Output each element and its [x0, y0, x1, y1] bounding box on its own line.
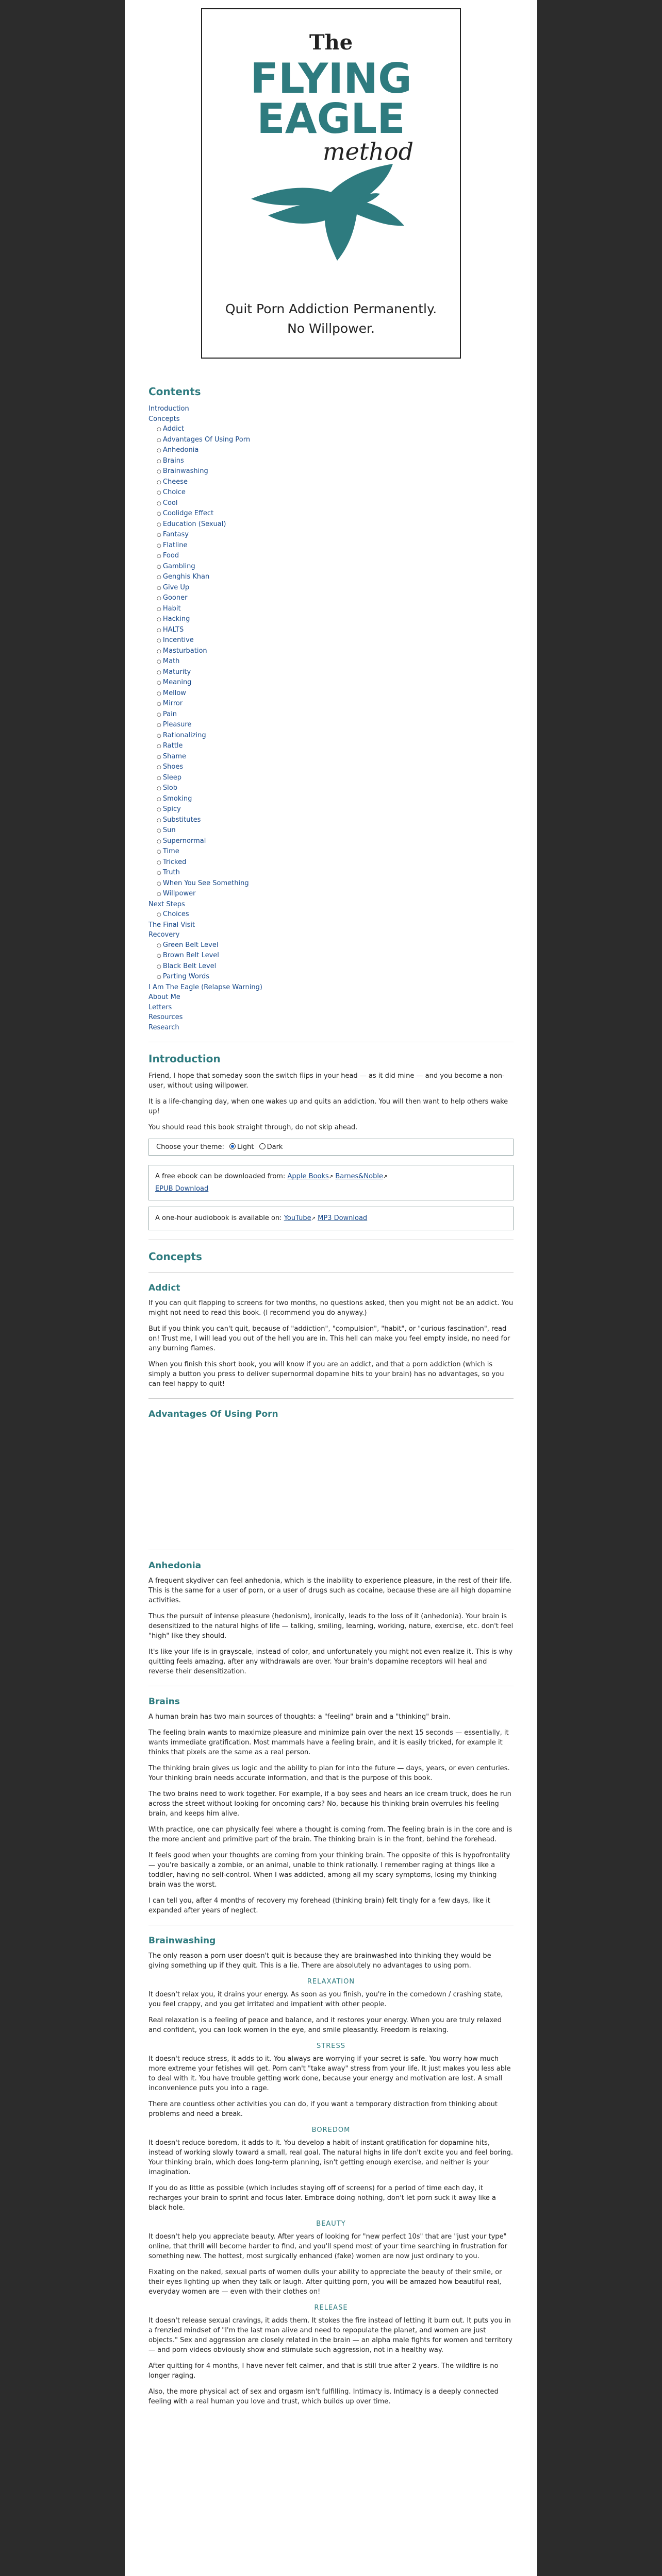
toc-item: [148, 992, 514, 1003]
paragraph: You should read this book straight through, do not skip ahead.: [148, 1124, 358, 1131]
toc-item: [148, 920, 514, 930]
toc-sublink[interactable]: When You See Something: [162, 879, 249, 887]
paragraph: A human brain has two main sources of thoughts: a "feeling" brain and a "thinking" brain.: [148, 1713, 451, 1721]
toc-subitem: [157, 509, 514, 519]
toc-subitem: [157, 487, 514, 498]
book-cover: [201, 8, 461, 359]
toc-sublink[interactable]: Education (Sexual): [162, 520, 226, 528]
toc-link[interactable]: Letters: [148, 1003, 172, 1011]
section-brains: [148, 1697, 514, 1916]
toc-sublink[interactable]: Flatline: [162, 541, 188, 549]
toc-sublink[interactable]: Fantasy: [162, 531, 189, 538]
toc-sublink[interactable]: Masturbation: [162, 647, 207, 655]
paragraph: It doesn't reduce boredom, it adds to it. You develop a habit of instant gratification for dopamine hits, instead of working slowly toward a small, real goal. The natural highs in life don't excite you and feel boring. Your thinking brain, which does long-term planning, isn't getting enough exercise, and neither is your imagination.: [148, 2139, 514, 2176]
paragraph: There are countless other activities you can do, if you want a temporary distraction from thinking about problems and need a break.: [148, 2100, 498, 2118]
paragraph: The two brains need to work together. For example, if a boy sees and hears an ice cream truck, does he run across the street without looking for oncoming cars? No, because his thinking brain overrules his feeling brain, and keeps him alive.: [148, 1790, 511, 1818]
theme-light-radio[interactable]: [229, 1143, 236, 1149]
cover-title-method: method: [322, 138, 414, 165]
paragraph: Thus the pursuit of intense pleasure (hedonism), ironically, leads to the loss of it (anhedonia). Your brain is desensitized to the natural highs of life — talking, smiling, learning, working, nature, exercise, etc. don't feel "high" like they should.: [148, 1613, 514, 1640]
toc-sublink[interactable]: Genghis Khan: [162, 573, 210, 581]
audiobook-line: [155, 1213, 507, 1224]
youtube-link[interactable]: YouTube: [284, 1214, 311, 1222]
toc-subitem: [157, 530, 514, 540]
toc-subitem: [157, 656, 514, 667]
toc-subitem: [157, 940, 514, 951]
paragraph: With practice, one can physically feel where a thought is coming from. The feeling brain is in the core and is the more ancient and primitive part of the brain. The thinking brain is in the front, behind the forehead.: [148, 1826, 512, 1843]
subheading-relaxation: RELAXATION: [307, 1978, 355, 1986]
ebook-text: A free ebook can be downloaded from:: [155, 1173, 286, 1180]
toc-sublink[interactable]: Cool: [162, 499, 178, 507]
divider: [148, 1398, 514, 1399]
toc-sublink[interactable]: Shame: [162, 752, 187, 760]
section-anhedonia: [148, 1561, 514, 1676]
toc-subitem: [157, 699, 514, 709]
cover-title-the: The: [309, 30, 353, 55]
toc-subitem: [157, 551, 514, 562]
cover-subtitle-line2: No Willpower.: [287, 321, 375, 336]
paragraph: It feels good when your thoughts are coming from your thinking brain. The opposite of this is hypofrontality — you're basically a zombie, or an animal, unable to think rationally. I remember raging at things like a toddler, having no self-control. When I was addicted, among all my scary symptoms, losing my thinking brain was the worst.: [148, 1852, 510, 1889]
ebook-line: [155, 1172, 507, 1182]
toc-link[interactable]: Recovery: [148, 931, 180, 939]
toc-subitem: [157, 709, 514, 720]
toc-sublink[interactable]: Pain: [162, 710, 177, 718]
toc-subitem: [157, 667, 514, 678]
toc-sublink[interactable]: Mirror: [162, 700, 183, 707]
paragraph: It doesn't reduce stress, it adds to it. You always are worrying if your secret is safe. You worry how much more extreme your fetishes will get. Porn can't "take away" stress from your life. It just makes you less able to deal with it. You have trouble getting work done, because your energy and motivation are lost. A small inconvenience puts you into a rage.: [148, 2055, 511, 2092]
toc-sublink[interactable]: Maturity: [162, 668, 191, 676]
toc-subitem: [157, 889, 514, 900]
ebook-box: [148, 1165, 514, 1200]
subheading-release: RELEASE: [314, 2304, 348, 2312]
toc-subitem: [157, 815, 514, 826]
toc-subitem: [157, 846, 514, 857]
toc-sublink[interactable]: Green Belt Level: [162, 941, 219, 949]
theme-light-label[interactable]: Light: [237, 1143, 254, 1151]
paragraph: But if you think you can't quit, because of "addiction", "compulsion", "habit", or "curious fascination", read on! Trust me, I will lead you out of the hell you are in. This hell can make you feel empty inside, no need for any burning flames.: [148, 1325, 510, 1352]
toc-subitem: [157, 868, 514, 878]
empty-space: [148, 1425, 514, 1540]
toc-item: [148, 414, 514, 900]
toc-subitem: [157, 972, 514, 982]
cover-artwork: [202, 9, 460, 358]
toc-subitem: [157, 836, 514, 847]
theme-dark-label[interactable]: Dark: [267, 1143, 283, 1151]
paragraph: A frequent skydiver can feel anhedonia, which is the inability to experience pleasure, in the rest of their life. This is the same for a user of porn, or a user of drugs such as cocaine, because these are all high dopamine activities.: [148, 1577, 512, 1604]
toc-subitem: [157, 752, 514, 762]
toc-subitem: [157, 424, 514, 435]
toc-item: [148, 982, 514, 993]
section-heading: Advantages Of Using Porn: [148, 1409, 278, 1419]
cover-title-eagle: EAGLE: [257, 95, 405, 143]
toc-sublink[interactable]: Smoking: [162, 794, 192, 803]
toc-item: [148, 1003, 514, 1013]
toc-subitem: [157, 572, 514, 583]
toc-sublink[interactable]: Gooner: [162, 594, 188, 602]
theme-chooser: [148, 1139, 514, 1156]
toc-sublink[interactable]: Habit: [162, 604, 181, 613]
toc-subitem: [157, 562, 514, 572]
toc-sublink[interactable]: Slob: [162, 784, 177, 792]
section-addict: [148, 1283, 514, 1389]
toc-sublink[interactable]: Give Up: [162, 583, 190, 591]
toc-subitem: [157, 477, 514, 488]
section-introduction: [148, 1053, 514, 1230]
toc-item: [148, 900, 514, 920]
toc-subitem: [157, 825, 514, 836]
toc-sublink[interactable]: Tricked: [162, 858, 187, 866]
toc-item: [148, 1023, 514, 1033]
toc-sublink[interactable]: Parting Words: [162, 973, 209, 980]
paragraph: When you finish this short book, you will know if you are an addict, and that a porn addiction (which is simply a button you press to deliver supernormal dopamine hits to your brain) has no advantages, so you can feel happy to quit!: [148, 1361, 504, 1388]
toc-subitem: [157, 961, 514, 972]
paragraph: It doesn't relax you, it drains your energy. As soon as you finish, you're in the comedown / crashing state, you feel crappy, and you get irritated and impatient with other people.: [148, 1991, 503, 2008]
toc-subitem: [157, 593, 514, 604]
toc-sublink[interactable]: Advantages Of Using Porn: [162, 435, 251, 444]
paragraph: It doesn't help you appreciate beauty. After years of looking for "new perfect 10s" that are "just your type" online, that thrill will become harder to find, and you'll spend most of your time searching in frustration for something new. The hottest, most surgically enhanced (fake) women are now just ordinary to you.: [148, 2233, 507, 2260]
toc-sublink[interactable]: Rattle: [162, 742, 183, 750]
toc-sublink[interactable]: Rationalizing: [162, 731, 206, 739]
toc-subitem: [157, 625, 514, 636]
toc-subitem: [157, 456, 514, 467]
paragraph: Also, the more physical act of sex and orgasm isn't fulfilling. Intimacy is. Intimacy is a deeply connected feeling with a real human you love and trust, which builds up over time.: [148, 2388, 499, 2405]
toc-sublink[interactable]: Anhedonia: [162, 446, 199, 454]
external-link-icon: ↗: [383, 1174, 388, 1180]
section-heading: Anhedonia: [148, 1561, 202, 1571]
toc-sublink[interactable]: Incentive: [162, 636, 194, 644]
table-of-contents: [148, 385, 514, 1032]
paragraph: The thinking brain gives us logic and the ability to plan for into the future — days, years, or even centuries. Your thinking brain needs accurate information, and that is the purpose of this book.: [148, 1765, 510, 1782]
section-heading: Brainwashing: [148, 1936, 216, 1946]
toc-subitem: [157, 762, 514, 773]
theme-dark-radio[interactable]: [259, 1143, 266, 1149]
toc-sublink[interactable]: Sleep: [162, 773, 182, 782]
toc-subitem: [157, 804, 514, 815]
toc-sublink[interactable]: Food: [162, 552, 179, 560]
toc-sublink[interactable]: Sun: [162, 826, 176, 834]
toc-subitem: [157, 604, 514, 615]
epub-download-link[interactable]: EPUB Download: [155, 1185, 209, 1193]
toc-sublink[interactable]: Coolidge Effect: [162, 510, 214, 517]
toc-subitem: [157, 773, 514, 784]
paragraph: Friend, I hope that someday soon the switch flips in your head — as it did mine — and you become a non-user, without using willpower.: [148, 1072, 505, 1090]
cover-title-flying: FLYING: [250, 55, 412, 103]
toc-link[interactable]: Research: [148, 1023, 179, 1031]
toc-subitem: [157, 635, 514, 646]
toc-sublink[interactable]: HALTS: [162, 625, 184, 634]
paragraph: After quitting for 4 months, I have never felt calmer, and that is still true after 2 years. The wildfire is no longer raging.: [148, 2362, 499, 2380]
toc-item: [148, 1012, 514, 1023]
toc-subitem: [157, 677, 514, 688]
toc-item: [148, 404, 514, 414]
toc-sublink[interactable]: Meaning: [162, 679, 192, 686]
toc-subitem: [157, 466, 514, 477]
barnes-noble-link[interactable]: Barnes&Noble: [335, 1173, 384, 1180]
paragraph: Real relaxation is a feeling of peace and balance, and it restores your energy. When you are truly relaxed and confident, you can look women in the eye, and smile pleasantly. Freedom is relaxing.: [148, 2016, 502, 2034]
paragraph: If you do as little as possible (which includes staying off of screens) for a period of time each day, it recharges your brain to sprint and focus later. Embrace doing nothing, don't let porn suck it away like a black hole.: [148, 2184, 496, 2212]
toc-subitem: [157, 498, 514, 509]
toc-link[interactable]: Resources: [148, 1013, 183, 1021]
toc-subitem: [157, 741, 514, 752]
toc-sublink[interactable]: Addict: [162, 425, 184, 433]
toc-subitem: [157, 951, 514, 961]
toc-sublink[interactable]: Spicy: [162, 805, 181, 813]
toc-subitem: [157, 731, 514, 741]
section-heading: Introduction: [148, 1053, 221, 1065]
section-heading: Addict: [148, 1283, 180, 1293]
toc-subitem: [157, 909, 514, 920]
toc-sublink[interactable]: Willpower: [162, 890, 196, 897]
toc-sublink[interactable]: Truth: [162, 869, 180, 876]
toc-sublink[interactable]: Supernormal: [162, 837, 206, 845]
toc-sublink[interactable]: Hacking: [162, 615, 190, 623]
toc-subitem: [157, 445, 514, 456]
section-brainwashing: [148, 1936, 514, 2406]
toc-sublink[interactable]: Shoes: [162, 763, 184, 771]
toc-link[interactable]: Concepts: [148, 415, 180, 423]
toc-sublink[interactable]: Math: [162, 657, 180, 665]
audiobook-text: A one-hour audiobook is available on:: [155, 1214, 282, 1222]
toc-sublink[interactable]: Substitutes: [162, 816, 201, 824]
toc-link[interactable]: Introduction: [148, 405, 189, 413]
toc-subitem: [157, 583, 514, 594]
toc-list: [148, 404, 514, 1032]
paragraph: The feeling brain wants to maximize pleasure and minimize pain over the next 15 seconds — essentially, it wants immediate gratification. Most mammals have a feeling brain, and it is easily tricked, for example it thinks that pixels are the same as a real person.: [148, 1729, 509, 1756]
toc-link[interactable]: The Final Visit: [148, 921, 195, 929]
toc-sublink[interactable]: Brown Belt Level: [162, 952, 219, 959]
divider: [148, 1272, 514, 1273]
paragraph: If you can quit flapping to screens for two months, no questions asked, then you might not be an addict. You might not need to read this book. (I recommend you do anyway.): [148, 1299, 514, 1317]
toc-item: [148, 930, 514, 982]
toc-sublink[interactable]: Gambling: [162, 562, 195, 570]
toc-sublink[interactable]: Brainwashing: [162, 467, 208, 475]
external-link-icon: ↗: [311, 1216, 316, 1222]
paragraph: The only reason a porn user doesn't quit is because they are brainwashed into thinking they would be giving something up if they quit. This is a lie. There are absolutely no advantages to using porn.: [148, 1952, 491, 1970]
subheading-beauty: BEAUTY: [316, 2220, 346, 2228]
toc-sublink[interactable]: Choices: [162, 910, 189, 918]
subheading-stress: STRESS: [317, 2042, 345, 2050]
paragraph: Fixating on the naked, sexual parts of women dulls your ability to appreciate the beauty of their smile, or their eyes lighting up when they talk or laugh. After quitting porn, you will be amazed how beautiful real, everyday women are — even with their clothes on!: [148, 2268, 502, 2296]
subheading-boredom: BOREDOM: [311, 2126, 351, 2134]
toc-link[interactable]: Next Steps: [148, 900, 185, 908]
toc-subitem: [157, 878, 514, 889]
mp3-download-link[interactable]: MP3 Download: [318, 1214, 368, 1222]
toc-subitem: [157, 435, 514, 446]
toc-heading: Contents: [148, 385, 201, 398]
toc-subitem: [157, 519, 514, 530]
toc-subitem: [157, 614, 514, 625]
toc-sublink[interactable]: Black Belt Level: [162, 962, 217, 970]
toc-sublink[interactable]: Cheese: [162, 478, 188, 486]
book-page: [125, 0, 537, 2576]
toc-sublink[interactable]: Choice: [162, 488, 186, 496]
toc-link[interactable]: I Am The Eagle (Relapse Warning): [148, 983, 262, 991]
cover-subtitle-line1: Quit Porn Addiction Permanently.: [225, 301, 437, 316]
toc-subitem: [157, 540, 514, 551]
toc-sublink[interactable]: Time: [162, 848, 179, 855]
section-heading-concepts: Concepts: [148, 1250, 202, 1263]
section-heading: Brains: [148, 1697, 180, 1707]
epub-line: [155, 1184, 507, 1194]
paragraph: It's like your life is in grayscale, instead of color, and unfortunately you might not even realize it. This is why quitting feels amazing, after any withdrawals are over. Your brain's dopamine receptors will heal and reverse their desensitization.: [148, 1648, 513, 1675]
toc-subitem: [157, 646, 514, 657]
toc-sublink[interactable]: Brains: [162, 456, 184, 465]
theme-label: Choose your theme:: [156, 1143, 224, 1151]
audiobook-box: [148, 1207, 514, 1230]
toc-subitem: [157, 794, 514, 805]
paragraph: I can tell you, after 4 months of recovery my forehead (thinking brain) felt tingly for a few days, like it expanded after years of neglect.: [148, 1897, 491, 1914]
paragraph: It is a life-changing day, when one wakes up and quits an addiction. You will then want to help others wake up!: [148, 1098, 508, 1115]
toc-link[interactable]: About Me: [148, 993, 180, 1001]
external-link-icon: ↗: [328, 1174, 334, 1180]
eagle-icon: [251, 164, 404, 261]
toc-subitem: [157, 857, 514, 868]
toc-subitem: [157, 720, 514, 731]
toc-subitem: [157, 783, 514, 794]
apple-books-link[interactable]: Apple Books: [287, 1173, 329, 1180]
paragraph: It doesn't release sexual cravings, it adds them. It stokes the fire instead of letting it burn out. It puts you in a frenzied mindset of "I'm the last man alive and need to repopulate the planet, and women are just objects." Sex and aggression are closely related in the brain — an alpha male fights for women and territory — and porn videos obviously show and stimulate such aggression, not in a healthy way.: [148, 2317, 512, 2354]
toc-subitem: [157, 688, 514, 699]
toc-sublink[interactable]: Mellow: [162, 689, 186, 697]
toc-sublink[interactable]: Pleasure: [162, 721, 192, 728]
section-advantages: [148, 1409, 514, 1540]
